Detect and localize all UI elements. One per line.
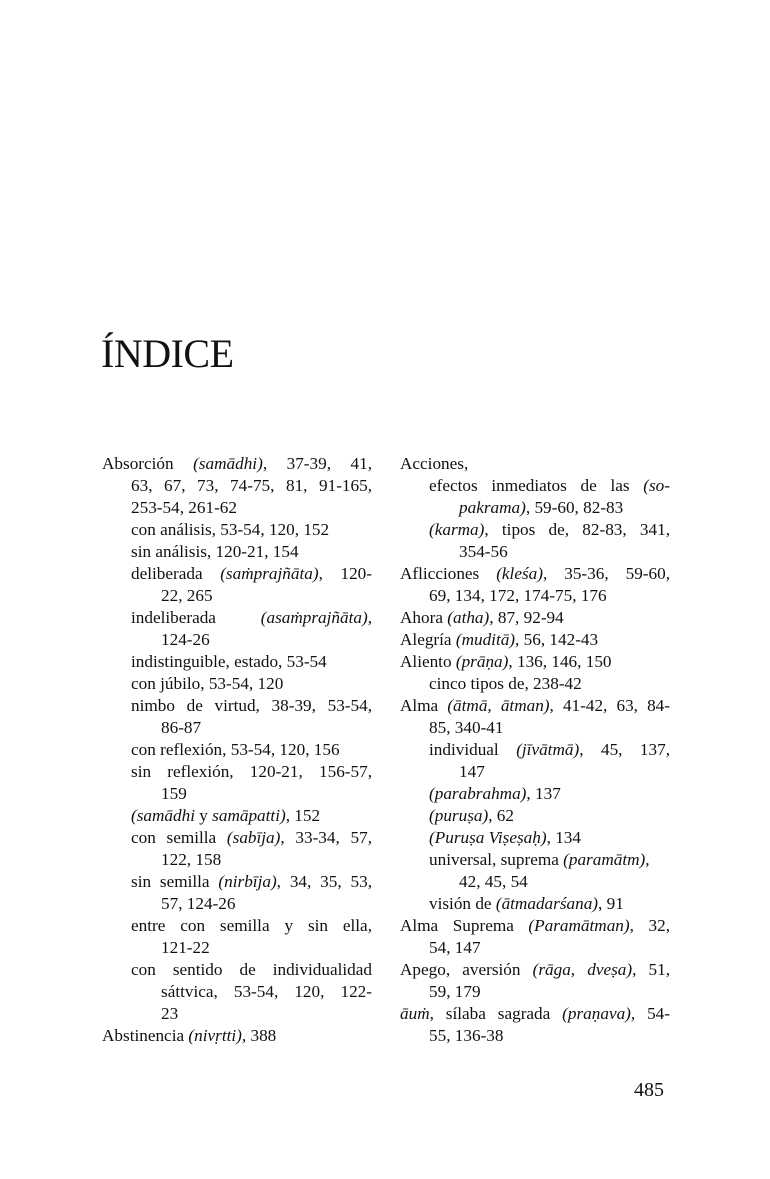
index-text: Apego, aversión [400,960,533,979]
index-text: nimbo de virtud, 38-39, 53-54, [131,696,372,715]
index-line [102,673,372,695]
index-line [400,893,670,915]
index-text: , 56, 142-43 [515,630,599,649]
index-text: , 37-39, 41, [262,454,372,473]
index-text: Acciones, [400,454,469,473]
index-line [102,541,372,563]
index-text: , 62 [488,806,514,825]
index-line [400,453,670,475]
index-text: con sentido de individualidad [131,960,372,979]
index-line [400,475,670,497]
index-text: 121-22 [161,938,210,957]
index-text: indistinguible, estado, 53-54 [131,652,327,671]
index-line [400,695,670,717]
index-line [102,981,372,1003]
index-text: , sílaba sagrada [429,1004,563,1023]
index-text: individual [429,740,517,759]
index-term-italic: (karma) [429,520,485,539]
index-text: visión de [429,894,496,913]
index-text: con reflexión, 53-54, 120, 156 [131,740,340,759]
index-text: Alma Suprema [400,916,529,935]
index-line [400,959,670,981]
index-text: con semilla [131,828,227,847]
index-line [102,937,372,959]
index-line [102,717,372,739]
index-text: , 120- [318,564,372,583]
index-text: 354-56 [459,542,508,561]
index-text: efectos inmediatos de las [429,476,644,495]
index-text: Alegría [400,630,456,649]
index-text: con júbilo, 53-54, 120 [131,674,284,693]
index-text: , 34, 35, 53, [276,872,372,891]
index-line [102,739,372,761]
index-text: 59, 179 [429,982,481,1001]
index-line [400,1025,670,1047]
index-term-italic: (nivṛtti) [188,1026,242,1045]
index-line [102,519,372,541]
index-term-italic: (Puruṣa Viṣeṣaḥ) [429,828,547,847]
index-text: , 87, 92-94 [489,608,564,627]
index-term-italic: (so- [643,476,670,495]
index-column-left [102,453,372,1047]
index-text: 42, 45, 54 [459,872,528,891]
index-text: 57, 124-26 [161,894,236,913]
index-text: , tipos de, 82-83, 341, [484,520,670,539]
index-line [400,651,670,673]
index-text: 69, 134, 172, 174-75, 176 [429,586,607,605]
index-term-italic: āuṁ [400,1004,430,1023]
index-text: , 32, [629,916,670,935]
index-line [102,607,372,629]
index-term-italic: (muditā) [455,630,516,649]
index-line [102,761,372,783]
index-term-italic: (ātmadarśana) [495,894,599,913]
index-line [400,717,670,739]
index-text: universal, suprema [429,850,564,869]
index-text: entre con semilla y sin ella, [131,916,372,935]
index-term-italic: (samādhi [131,806,195,825]
index-line [102,893,372,915]
index-line [400,1003,670,1025]
index-line [400,827,670,849]
index-text: , 388 [241,1026,277,1045]
index-line [400,673,670,695]
index-text: Alma [400,696,448,715]
index-text: Ahora [400,608,448,627]
index-term-italic: (praṇava) [562,1004,631,1023]
index-text: 253-54, 261-62 [131,498,237,517]
index-text: 54, 147 [429,938,481,957]
index-term-italic: (saṁprajñāta) [220,564,319,583]
index-line [400,519,670,541]
index-text: , 33-34, 57, [280,828,372,847]
index-text: 147 [459,762,485,781]
index-text: , 91 [598,894,624,913]
index-line [102,1025,372,1047]
index-term-italic: (ātmā, ātman) [447,696,550,715]
index-text: , 134 [546,828,581,847]
index-line [102,915,372,937]
index-line [102,827,372,849]
index-text: , 152 [285,806,321,825]
index-text: , 54- [630,1004,670,1023]
index-term-italic: (rāga, dveṣa) [532,960,633,979]
index-line [102,497,372,519]
index-term-italic: (samādhi) [193,454,263,473]
index-line [102,585,372,607]
index-term-italic: (sabīja) [226,828,281,847]
index-text: con análisis, 53-54, 120, 152 [131,520,330,539]
index-line [102,629,372,651]
index-text: , 59-60, 82-83 [525,498,624,517]
index-text: , [645,850,650,869]
index-line [400,849,670,871]
index-text: , 41-42, 63, 84- [549,696,670,715]
index-text: sin reflexión, 120-21, 156-57, [131,762,372,781]
index-line [400,805,670,827]
index-term-italic: (jīvātmā) [516,740,580,759]
index-line [400,541,670,563]
index-text: 22, 265 [161,586,213,605]
index-term-italic: samāpatti) [212,806,286,825]
index-text: 35-36, 59-60, [547,564,670,583]
index-line [102,695,372,717]
index-line [400,497,670,519]
index-line [102,563,372,585]
index-term-italic: (prāṇa) [455,652,509,671]
index-text: , 136, 146, 150 [508,652,612,671]
index-text: 55, 136-38 [429,1026,504,1045]
index-line [400,585,670,607]
index-text: y [194,806,213,825]
index-line [400,739,670,761]
index-line [102,805,372,827]
index-term-italic: (asaṁprajñāta) [260,608,368,627]
index-text: 63, 67, 73, 74-75, 81, 91-165, [131,476,372,495]
index-text: 85, 340-41 [429,718,504,737]
index-term-italic: (nirbīja) [218,872,277,891]
index-line [400,607,670,629]
index-text: 124-26 [161,630,210,649]
index-text: cinco tipos de, 238-42 [429,674,582,693]
index-text: sáttvica, 53-54, 120, 122- [161,982,372,1001]
index-line [400,937,670,959]
index-text: sin análisis, 120-21, 154 [131,542,299,561]
index-line [102,871,372,893]
index-text: , 51, [632,960,670,979]
index-text: 86-87 [161,718,202,737]
index-line [102,475,372,497]
index-line [400,915,670,937]
index-text: Aliento [400,652,456,671]
index-text: , 137 [526,784,561,803]
index-text: 159 [161,784,187,803]
index-line [400,871,670,893]
index-text: 23 [161,1004,179,1023]
index-text: , [367,608,372,627]
index-line [400,761,670,783]
index-text: Abstinencia [102,1026,189,1045]
index-line [102,849,372,871]
index-term-italic: (paramātm) [563,850,646,869]
index-text: Aflicciones [400,564,497,583]
index-line [400,783,670,805]
index-text: Absorción [102,454,194,473]
index-term-italic: (kleśa), [496,564,548,583]
index-text: indeliberada [131,608,261,627]
page-number: 485 [634,1079,664,1101]
index-term-italic: (atha) [447,608,490,627]
index-line [102,959,372,981]
index-text: , 45, 137, [579,740,670,759]
index-term-italic: pakrama) [459,498,526,517]
index-line [400,629,670,651]
index-term-italic: (puruṣa) [429,806,489,825]
index-line [400,563,670,585]
index-term-italic: (parabrahma) [429,784,527,803]
index-line [400,981,670,1003]
index-line [102,651,372,673]
index-term-italic: (Paramātman) [528,916,630,935]
index-text: deliberada [131,564,221,583]
index-line [102,453,372,475]
index-column-right [400,453,670,1047]
index-line [102,1003,372,1025]
index-title: ÍNDICE [101,331,234,376]
index-text: 122, 158 [161,850,222,869]
index-line [102,783,372,805]
index-text: sin semilla [131,872,219,891]
